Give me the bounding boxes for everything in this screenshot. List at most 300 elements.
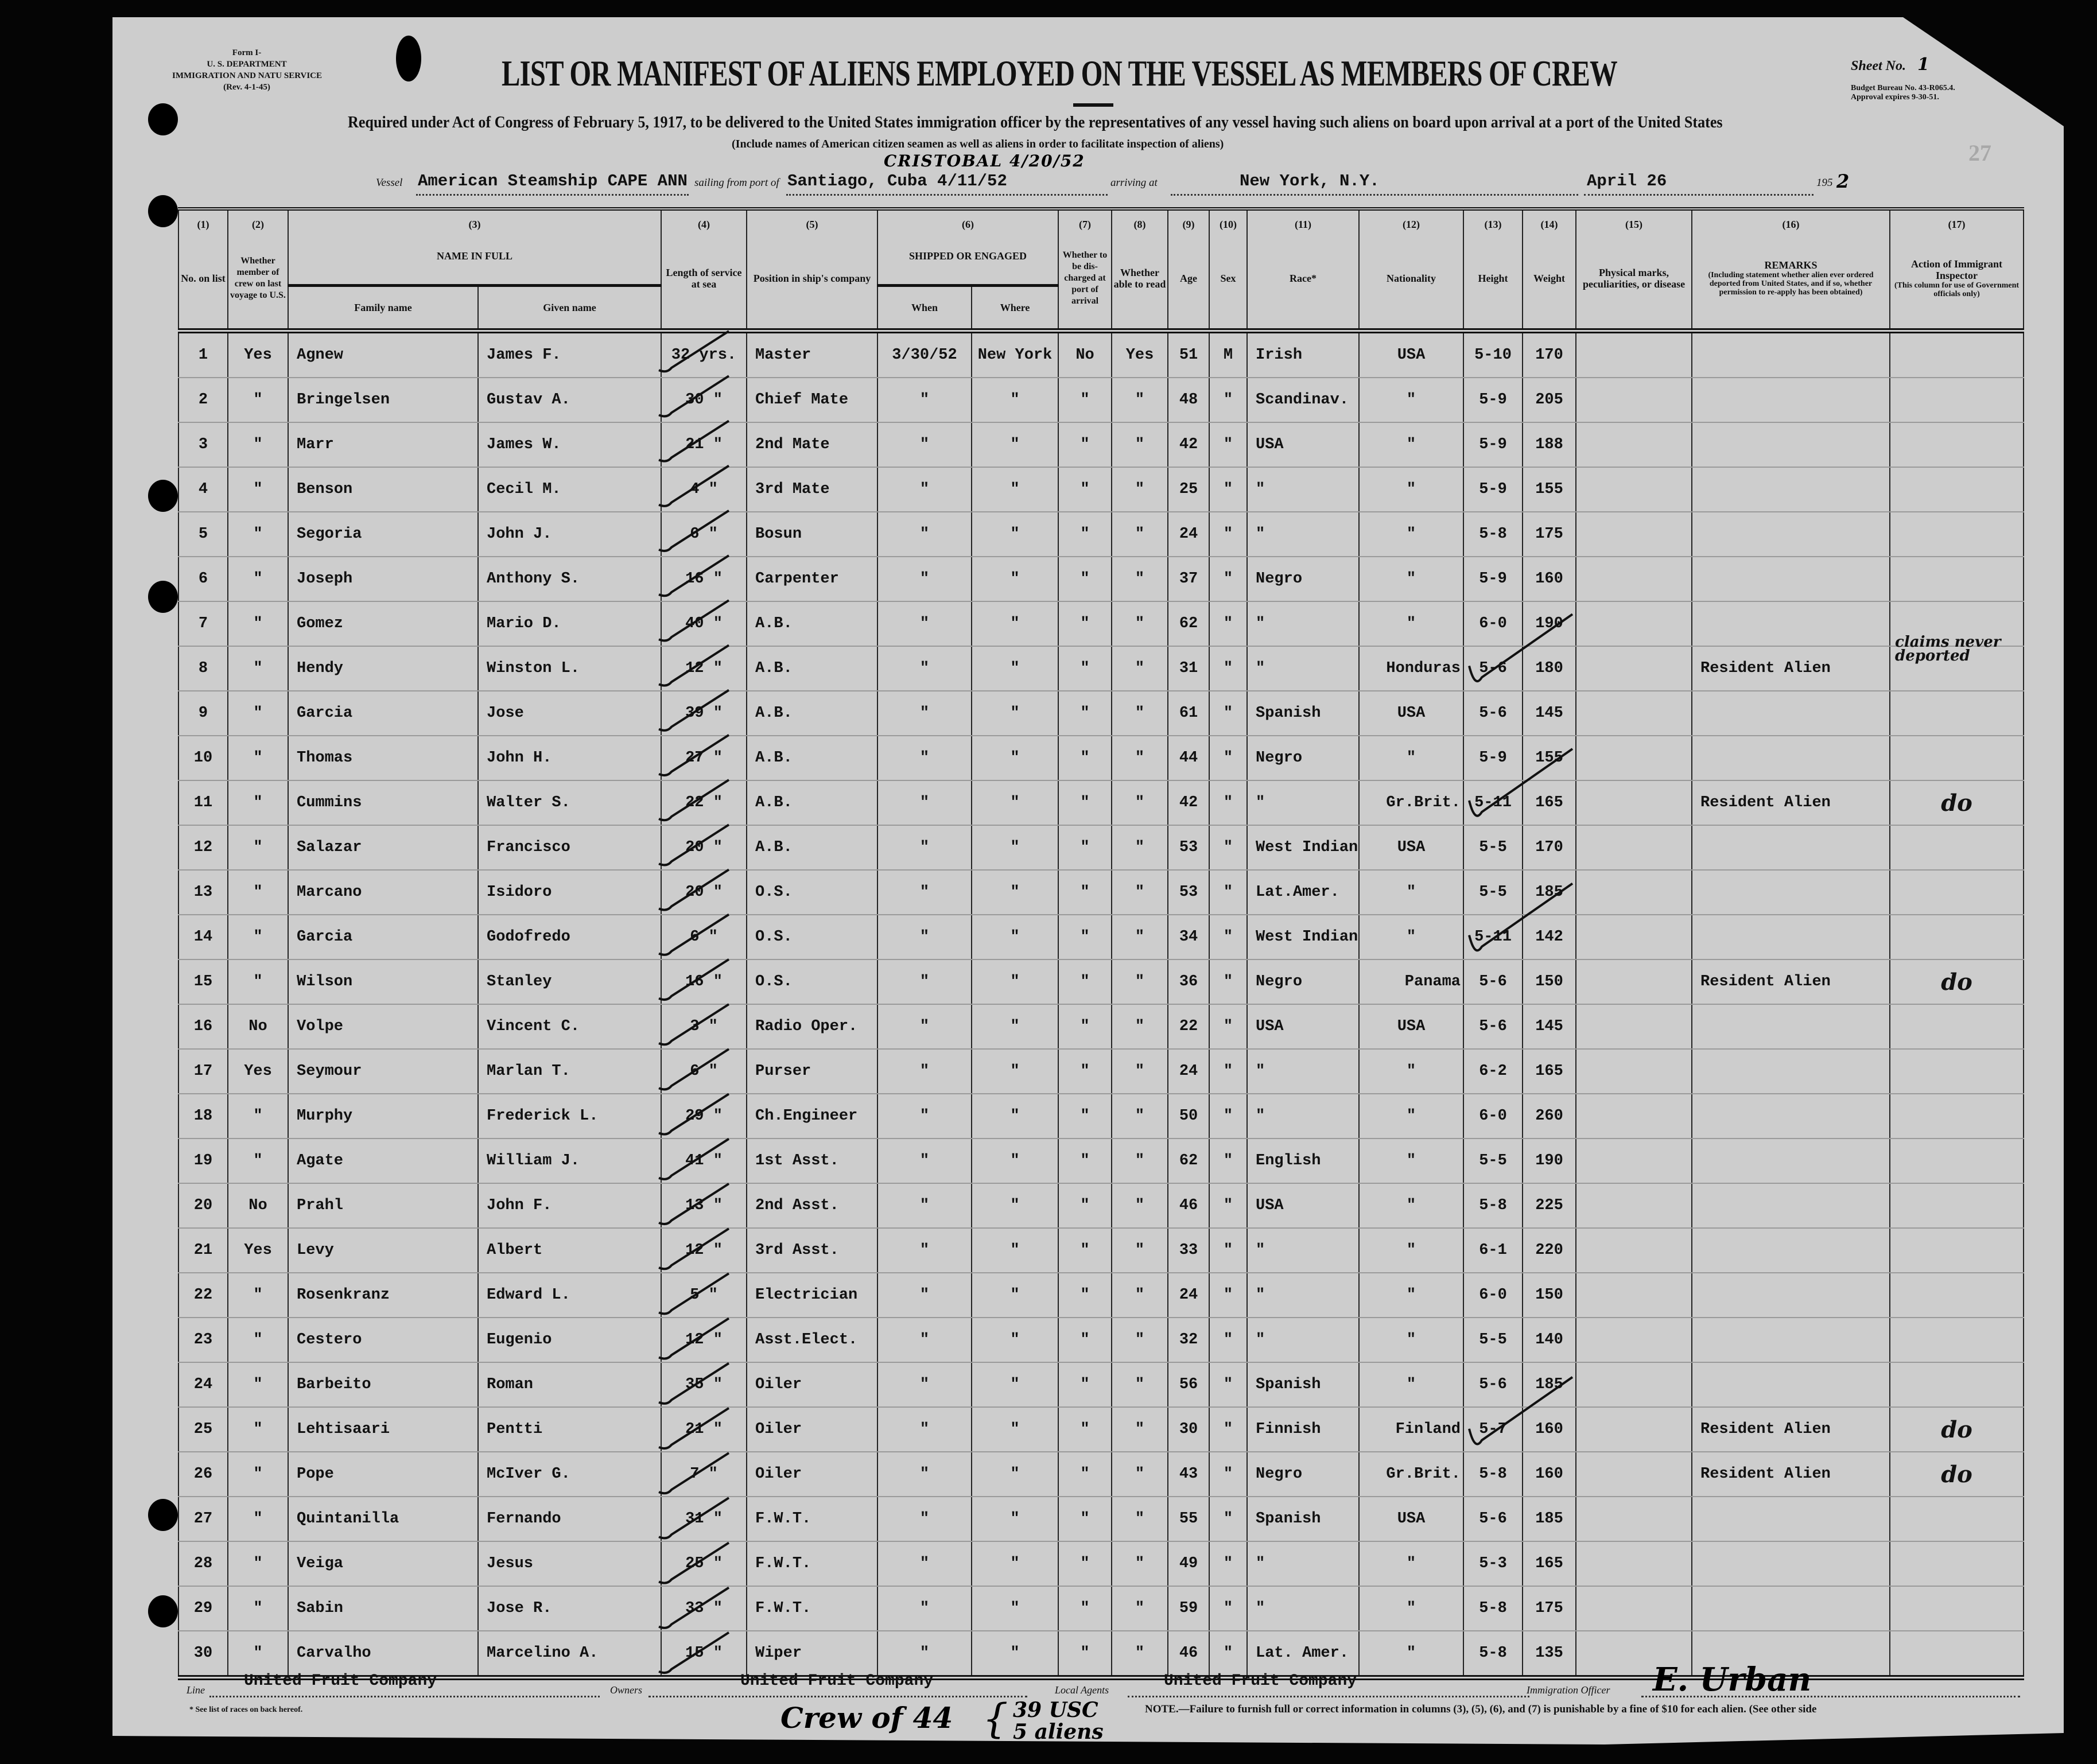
crew-row xyxy=(178,1139,2024,1183)
no-on-list-cell: 25 xyxy=(178,1407,228,1452)
crew-row xyxy=(178,915,2024,959)
physical-marks-cell xyxy=(1576,331,1692,378)
length-of-service-cell: 3 " xyxy=(661,1004,747,1049)
shipped-when-cell: " xyxy=(877,736,972,780)
inspector-action-cell xyxy=(1890,736,2024,780)
position-cell: Wiper xyxy=(747,1631,877,1678)
remarks-cell xyxy=(1692,1586,1890,1631)
family-name-cell: Gomez xyxy=(288,601,478,646)
discharged-cell: " xyxy=(1058,1094,1112,1139)
member-last-voyage-cell: " xyxy=(228,1586,288,1631)
height-cell: 5-5 xyxy=(1463,870,1523,915)
nationality-cell: " xyxy=(1359,870,1463,915)
no-on-list-cell: 1 xyxy=(178,331,228,378)
no-on-list-cell: 14 xyxy=(178,915,228,959)
remarks-cell xyxy=(1692,1004,1890,1049)
inspector-action-cell xyxy=(1890,331,2024,378)
given-name-cell: James F. xyxy=(478,331,661,378)
family-name-cell: Joseph xyxy=(288,557,478,601)
sex-cell: " xyxy=(1209,915,1247,959)
member-last-voyage-cell: " xyxy=(228,1631,288,1678)
nationality-cell: " xyxy=(1359,1586,1463,1631)
inspector-action-cell xyxy=(1890,1362,2024,1407)
shipped-when-cell: " xyxy=(877,1586,972,1631)
member-last-voyage-cell: " xyxy=(228,870,288,915)
length-of-service-cell: 29 " xyxy=(661,1094,747,1139)
shipped-where-cell: " xyxy=(972,646,1058,691)
form-revision: (Rev. 4-1-45) xyxy=(223,83,270,92)
header-height xyxy=(1463,209,1523,331)
sex-cell: " xyxy=(1209,1631,1247,1678)
age-cell: 62 xyxy=(1168,601,1209,646)
discharged-cell: " xyxy=(1058,512,1112,557)
inspector-action-cell xyxy=(1890,1586,2024,1631)
inspector-action-cell xyxy=(1890,1318,2024,1362)
position-cell: Oiler xyxy=(747,1362,877,1407)
sheet-number: 1 xyxy=(1917,55,1929,75)
age-cell: 34 xyxy=(1168,915,1209,959)
physical-marks-cell xyxy=(1576,1228,1692,1273)
weight-cell: 145 xyxy=(1523,1004,1576,1049)
punch-hole xyxy=(148,1499,178,1531)
nationality-cell: Panama xyxy=(1359,959,1463,1004)
able-to-read-cell: " xyxy=(1112,1004,1168,1049)
arrival-underline xyxy=(1171,194,1578,196)
family-name-cell: Marcano xyxy=(288,870,478,915)
able-to-read-cell: " xyxy=(1112,915,1168,959)
header-discharged xyxy=(1058,209,1112,331)
age-cell: 53 xyxy=(1168,825,1209,870)
crew-row xyxy=(178,601,2024,646)
sex-cell: " xyxy=(1209,691,1247,736)
member-last-voyage-cell: " xyxy=(228,780,288,825)
col-number: (8) xyxy=(1133,219,1146,230)
position-cell: A.B. xyxy=(747,736,877,780)
able-to-read-cell: " xyxy=(1112,825,1168,870)
remarks-cell xyxy=(1692,467,1890,512)
no-on-list-cell: 20 xyxy=(178,1183,228,1228)
height-cell: 5-11 xyxy=(1463,915,1523,959)
sex-cell: " xyxy=(1209,646,1247,691)
weight-cell: 160 xyxy=(1523,557,1576,601)
race-cell: " xyxy=(1247,1586,1359,1631)
discharged-cell: No xyxy=(1058,331,1112,378)
no-on-list-cell: 30 xyxy=(178,1631,228,1678)
given-name-cell: Frederick L. xyxy=(478,1094,661,1139)
able-to-read-cell: " xyxy=(1112,646,1168,691)
member-last-voyage-cell: " xyxy=(228,467,288,512)
inspector-action-cell xyxy=(1890,512,2024,557)
position-cell: Carpenter xyxy=(747,557,877,601)
shipped-when-cell: " xyxy=(877,1228,972,1273)
line-label: Line xyxy=(187,1684,205,1696)
given-name-cell: Isidoro xyxy=(478,870,661,915)
col-label: Weight xyxy=(1533,272,1566,284)
given-name-cell: Godofredo xyxy=(478,915,661,959)
age-cell: 42 xyxy=(1168,780,1209,825)
page-title: LIST OR MANIFEST OF ALIENS EMPLOYED ON THE VESSEL AS MEMBERS OF CREW xyxy=(502,53,1617,94)
header-member-last-voyage xyxy=(228,209,288,331)
header-given-name: Given name xyxy=(478,286,661,331)
title-rule xyxy=(1073,103,1113,107)
race-cell: " xyxy=(1247,1094,1359,1139)
given-name-cell: Francisco xyxy=(478,825,661,870)
sex-cell: " xyxy=(1209,1183,1247,1228)
able-to-read-cell: " xyxy=(1112,1541,1168,1586)
age-cell: 32 xyxy=(1168,1318,1209,1362)
family-name-cell: Bringelsen xyxy=(288,378,478,422)
fine-note: NOTE.—Failure to furnish full or correct information in columns (3), (5), (6), and (7) is punishable by a fine of $10 for each alien. (See other side xyxy=(1145,1703,1817,1715)
no-on-list-cell: 2 xyxy=(178,378,228,422)
handwritten-action: do xyxy=(1941,1416,1972,1443)
height-cell: 5-5 xyxy=(1463,1139,1523,1183)
family-name-cell: Lehtisaari xyxy=(288,1407,478,1452)
length-of-service-cell: 39 " xyxy=(661,691,747,736)
owners-underline xyxy=(648,1696,1027,1697)
position-cell: F.W.T. xyxy=(747,1497,877,1541)
length-of-service-cell: 6 " xyxy=(661,512,747,557)
sex-cell: " xyxy=(1209,1273,1247,1318)
age-cell: 44 xyxy=(1168,736,1209,780)
able-to-read-cell: " xyxy=(1112,1049,1168,1094)
position-cell: 2nd Mate xyxy=(747,422,877,467)
no-on-list-cell: 22 xyxy=(178,1273,228,1318)
crew-row xyxy=(178,1049,2024,1094)
length-of-service-cell: 25 " xyxy=(661,1541,747,1586)
race-cell: Lat.Amer. xyxy=(1247,870,1359,915)
sex-cell: M xyxy=(1209,331,1247,378)
col-label: Whether member of crew on last voyage to U.S. xyxy=(230,255,286,300)
race-cell: Negro xyxy=(1247,557,1359,601)
height-cell: 5-9 xyxy=(1463,467,1523,512)
given-name-cell: Marcelino A. xyxy=(478,1631,661,1678)
remarks-cell xyxy=(1692,1362,1890,1407)
discharged-cell: " xyxy=(1058,601,1112,646)
age-cell: 46 xyxy=(1168,1183,1209,1228)
shipped-where-cell: " xyxy=(972,1407,1058,1452)
height-cell: 5-3 xyxy=(1463,1541,1523,1586)
budget-note xyxy=(1851,84,1955,102)
given-name-cell: Cecil M. xyxy=(478,467,661,512)
family-name-cell: Wilson xyxy=(288,959,478,1004)
member-last-voyage-cell: " xyxy=(228,1407,288,1452)
line-value: United Fruit Company xyxy=(244,1672,437,1690)
discharged-cell: " xyxy=(1058,1541,1112,1586)
shipped-where-cell: " xyxy=(972,1139,1058,1183)
shipped-where-cell: " xyxy=(972,1362,1058,1407)
discharged-cell: " xyxy=(1058,1004,1112,1049)
header-able-to-read xyxy=(1112,209,1168,331)
height-cell: 5-8 xyxy=(1463,1452,1523,1497)
age-cell: 31 xyxy=(1168,646,1209,691)
shipped-where-cell: " xyxy=(972,378,1058,422)
family-name-cell: Pope xyxy=(288,1452,478,1497)
line-underline xyxy=(209,1696,600,1697)
shipped-where-cell: " xyxy=(972,736,1058,780)
nationality-cell: " xyxy=(1359,1049,1463,1094)
given-name-cell: John F. xyxy=(478,1183,661,1228)
able-to-read-cell: " xyxy=(1112,780,1168,825)
punch-hole xyxy=(148,1595,178,1627)
col-number: (1) xyxy=(197,219,209,230)
family-name-cell: Cummins xyxy=(288,780,478,825)
able-to-read-cell: " xyxy=(1112,1228,1168,1273)
physical-marks-cell xyxy=(1576,422,1692,467)
crew-row xyxy=(178,1362,2024,1407)
no-on-list-cell: 26 xyxy=(178,1452,228,1497)
vessel-name: American Steamship CAPE ANN xyxy=(418,172,688,191)
sex-cell: " xyxy=(1209,870,1247,915)
nationality-cell: " xyxy=(1359,1362,1463,1407)
sex-cell: " xyxy=(1209,1362,1247,1407)
sex-cell: " xyxy=(1209,1049,1247,1094)
position-cell: O.S. xyxy=(747,870,877,915)
age-cell: 48 xyxy=(1168,378,1209,422)
no-on-list-cell: 10 xyxy=(178,736,228,780)
discharged-cell: " xyxy=(1058,467,1112,512)
sex-cell: " xyxy=(1209,1407,1247,1452)
physical-marks-cell xyxy=(1576,1541,1692,1586)
family-name-cell: Hendy xyxy=(288,646,478,691)
header-where: Where xyxy=(972,286,1058,331)
family-name-cell: Prahl xyxy=(288,1183,478,1228)
remarks-cell xyxy=(1692,1228,1890,1273)
shipped-when-cell: " xyxy=(877,1407,972,1452)
sex-cell: " xyxy=(1209,378,1247,422)
length-of-service-cell: 6 " xyxy=(661,1049,747,1094)
position-cell: Bosun xyxy=(747,512,877,557)
physical-marks-cell xyxy=(1576,959,1692,1004)
shipped-when-cell: " xyxy=(877,601,972,646)
weight-cell: 205 xyxy=(1523,378,1576,422)
col-label: Length of service at sea xyxy=(666,266,742,290)
position-cell: O.S. xyxy=(747,959,877,1004)
owners-label: Owners xyxy=(610,1684,643,1696)
no-on-list-cell: 27 xyxy=(178,1497,228,1541)
discharged-cell: " xyxy=(1058,825,1112,870)
nationality-cell: " xyxy=(1359,1139,1463,1183)
length-of-service-cell: 15 " xyxy=(661,1631,747,1678)
weight-cell: 170 xyxy=(1523,825,1576,870)
race-cell: " xyxy=(1247,780,1359,825)
height-cell: 5-6 xyxy=(1463,1004,1523,1049)
height-cell: 5-5 xyxy=(1463,825,1523,870)
weight-cell: 142 xyxy=(1523,915,1576,959)
family-name-cell: Segoria xyxy=(288,512,478,557)
shipped-where-cell: " xyxy=(972,1497,1058,1541)
nationality-cell: " xyxy=(1359,1183,1463,1228)
discharged-cell: " xyxy=(1058,646,1112,691)
height-cell: 5-5 xyxy=(1463,1318,1523,1362)
remarks-cell: Resident Alien xyxy=(1692,1452,1890,1497)
col-number: (3) xyxy=(468,219,481,230)
family-name-cell: Seymour xyxy=(288,1049,478,1094)
col-label: Action of Immigrant Inspector xyxy=(1911,258,2002,281)
age-cell: 24 xyxy=(1168,1049,1209,1094)
header-race xyxy=(1247,209,1359,331)
handwritten-action: claims never deported xyxy=(1895,634,2001,665)
length-of-service-cell: 35 " xyxy=(661,1362,747,1407)
height-cell: 6-0 xyxy=(1463,601,1523,646)
shipped-when-cell: " xyxy=(877,691,972,736)
given-name-cell: Anthony S. xyxy=(478,557,661,601)
arrival-port: New York, N.Y. xyxy=(1240,172,1380,191)
punch-hole xyxy=(148,480,178,512)
member-last-voyage-cell: " xyxy=(228,1497,288,1541)
member-last-voyage-cell: " xyxy=(228,1273,288,1318)
discharged-cell: " xyxy=(1058,736,1112,780)
length-of-service-cell: 7 " xyxy=(661,1452,747,1497)
member-last-voyage-cell: " xyxy=(228,1139,288,1183)
remarks-cell xyxy=(1692,378,1890,422)
nationality-cell: " xyxy=(1359,512,1463,557)
weight-cell: 260 xyxy=(1523,1094,1576,1139)
length-of-service-cell: 31 " xyxy=(661,1497,747,1541)
member-last-voyage-cell: " xyxy=(228,512,288,557)
weight-cell: 190 xyxy=(1523,1139,1576,1183)
position-cell: A.B. xyxy=(747,646,877,691)
member-last-voyage-cell: " xyxy=(228,825,288,870)
age-cell: 50 xyxy=(1168,1094,1209,1139)
weight-cell: 175 xyxy=(1523,512,1576,557)
inspector-action-cell xyxy=(1890,915,2024,959)
no-on-list-cell: 28 xyxy=(178,1541,228,1586)
shipped-where-cell: " xyxy=(972,1273,1058,1318)
weight-cell: 175 xyxy=(1523,1586,1576,1631)
sex-cell: " xyxy=(1209,422,1247,467)
no-on-list-cell: 29 xyxy=(178,1586,228,1631)
col-label: Age xyxy=(1180,272,1198,284)
physical-marks-cell xyxy=(1576,1362,1692,1407)
position-cell: Purser xyxy=(747,1049,877,1094)
discharged-cell: " xyxy=(1058,780,1112,825)
header-remarks xyxy=(1692,209,1890,331)
physical-marks-cell xyxy=(1576,601,1692,646)
height-cell: 6-0 xyxy=(1463,1094,1523,1139)
physical-marks-cell xyxy=(1576,646,1692,691)
col-sublabel: (This column for use of Government officials only) xyxy=(1894,281,2020,298)
age-cell: 24 xyxy=(1168,1273,1209,1318)
able-to-read-cell: " xyxy=(1112,557,1168,601)
col-number: (12) xyxy=(1403,219,1420,230)
col-label: Whether able to read xyxy=(1113,266,1166,290)
able-to-read-cell: " xyxy=(1112,467,1168,512)
shipped-when-cell: " xyxy=(877,422,972,467)
height-cell: 5-6 xyxy=(1463,691,1523,736)
approval-expiry: Approval expires 9-30-51. xyxy=(1851,93,1939,102)
race-cell: Negro xyxy=(1247,736,1359,780)
col-label: NAME IN FULL xyxy=(437,250,513,262)
given-name-cell: Jose xyxy=(478,691,661,736)
physical-marks-cell xyxy=(1576,825,1692,870)
shipped-where-cell: " xyxy=(972,1094,1058,1139)
member-last-voyage-cell: " xyxy=(228,1318,288,1362)
shipped-when-cell: 3/30/52 xyxy=(877,331,972,378)
given-name-cell: Jose R. xyxy=(478,1586,661,1631)
subtitle: Required under Act of Congress of February 5, 1917, to be delivered to the United States immigration officer by the representatives of any vessel having such aliens on board upon arrival at a port of the United States xyxy=(348,113,1723,131)
length-of-service-cell: 4 " xyxy=(661,467,747,512)
no-on-list-cell: 5 xyxy=(178,512,228,557)
crew-usc-note: 39 USC xyxy=(1013,1698,1098,1722)
shipped-when-cell: " xyxy=(877,1631,972,1678)
height-cell: 5-6 xyxy=(1463,1362,1523,1407)
age-cell: 49 xyxy=(1168,1541,1209,1586)
officer-signature: E. Urban xyxy=(1653,1661,1812,1699)
race-cell: Spanish xyxy=(1247,1497,1359,1541)
weight-cell: 155 xyxy=(1523,736,1576,780)
col-number: (14) xyxy=(1540,219,1558,230)
discharged-cell: " xyxy=(1058,870,1112,915)
crew-row xyxy=(178,780,2024,825)
discharged-cell: " xyxy=(1058,959,1112,1004)
col-number: (13) xyxy=(1484,219,1502,230)
col-number: (11) xyxy=(1295,219,1312,230)
header-position xyxy=(747,209,877,331)
sex-cell: " xyxy=(1209,512,1247,557)
shipped-when-cell: " xyxy=(877,378,972,422)
race-cell: " xyxy=(1247,1228,1359,1273)
shipped-where-cell: " xyxy=(972,557,1058,601)
age-cell: 36 xyxy=(1168,959,1209,1004)
given-name-cell: Winston L. xyxy=(478,646,661,691)
nationality-cell: Honduras xyxy=(1359,646,1463,691)
weight-cell: 160 xyxy=(1523,1452,1576,1497)
family-name-cell: Sabin xyxy=(288,1586,478,1631)
col-number: (5) xyxy=(806,219,818,230)
no-on-list-cell: 3 xyxy=(178,422,228,467)
col-label: REMARKS xyxy=(1764,259,1818,271)
crew-row xyxy=(178,557,2024,601)
header-weight xyxy=(1523,209,1576,331)
race-cell: Scandinav. xyxy=(1247,378,1359,422)
crew-row xyxy=(178,1497,2024,1541)
member-last-voyage-cell: " xyxy=(228,736,288,780)
shipped-when-cell: " xyxy=(877,1004,972,1049)
nationality-cell: " xyxy=(1359,1318,1463,1362)
family-name-cell: Garcia xyxy=(288,691,478,736)
sex-cell: " xyxy=(1209,825,1247,870)
shipped-when-cell: " xyxy=(877,1497,972,1541)
length-of-service-cell: 21 " xyxy=(661,1407,747,1452)
discharged-cell: " xyxy=(1058,557,1112,601)
family-name-cell: Veiga xyxy=(288,1541,478,1586)
header-family-name: Family name xyxy=(288,286,478,331)
race-cell: " xyxy=(1247,467,1359,512)
weight-cell: 165 xyxy=(1523,780,1576,825)
local-agents-label: Local Agents xyxy=(1055,1684,1109,1696)
length-of-service-cell: 21 " xyxy=(661,422,747,467)
able-to-read-cell: " xyxy=(1112,959,1168,1004)
height-cell: 5-8 xyxy=(1463,1183,1523,1228)
owners-value: United Fruit Company xyxy=(740,1672,934,1690)
age-cell: 56 xyxy=(1168,1362,1209,1407)
col-number: (6) xyxy=(962,219,974,230)
weight-cell: 180 xyxy=(1523,646,1576,691)
remarks-cell xyxy=(1692,1273,1890,1318)
length-of-service-cell: 5 " xyxy=(661,1273,747,1318)
age-cell: 42 xyxy=(1168,422,1209,467)
sex-cell: " xyxy=(1209,1004,1247,1049)
family-name-cell: Carvalho xyxy=(288,1631,478,1678)
physical-marks-cell xyxy=(1576,1497,1692,1541)
races-note: * See list of races on back hereof. xyxy=(189,1705,303,1714)
agents-underline xyxy=(1128,1696,1529,1697)
discharged-cell: " xyxy=(1058,1228,1112,1273)
port-annotation: CRISTOBAL 4/20/52 xyxy=(884,151,1085,170)
member-last-voyage-cell: " xyxy=(228,1541,288,1586)
discharged-cell: " xyxy=(1058,422,1112,467)
position-cell: 3rd Asst. xyxy=(747,1228,877,1273)
